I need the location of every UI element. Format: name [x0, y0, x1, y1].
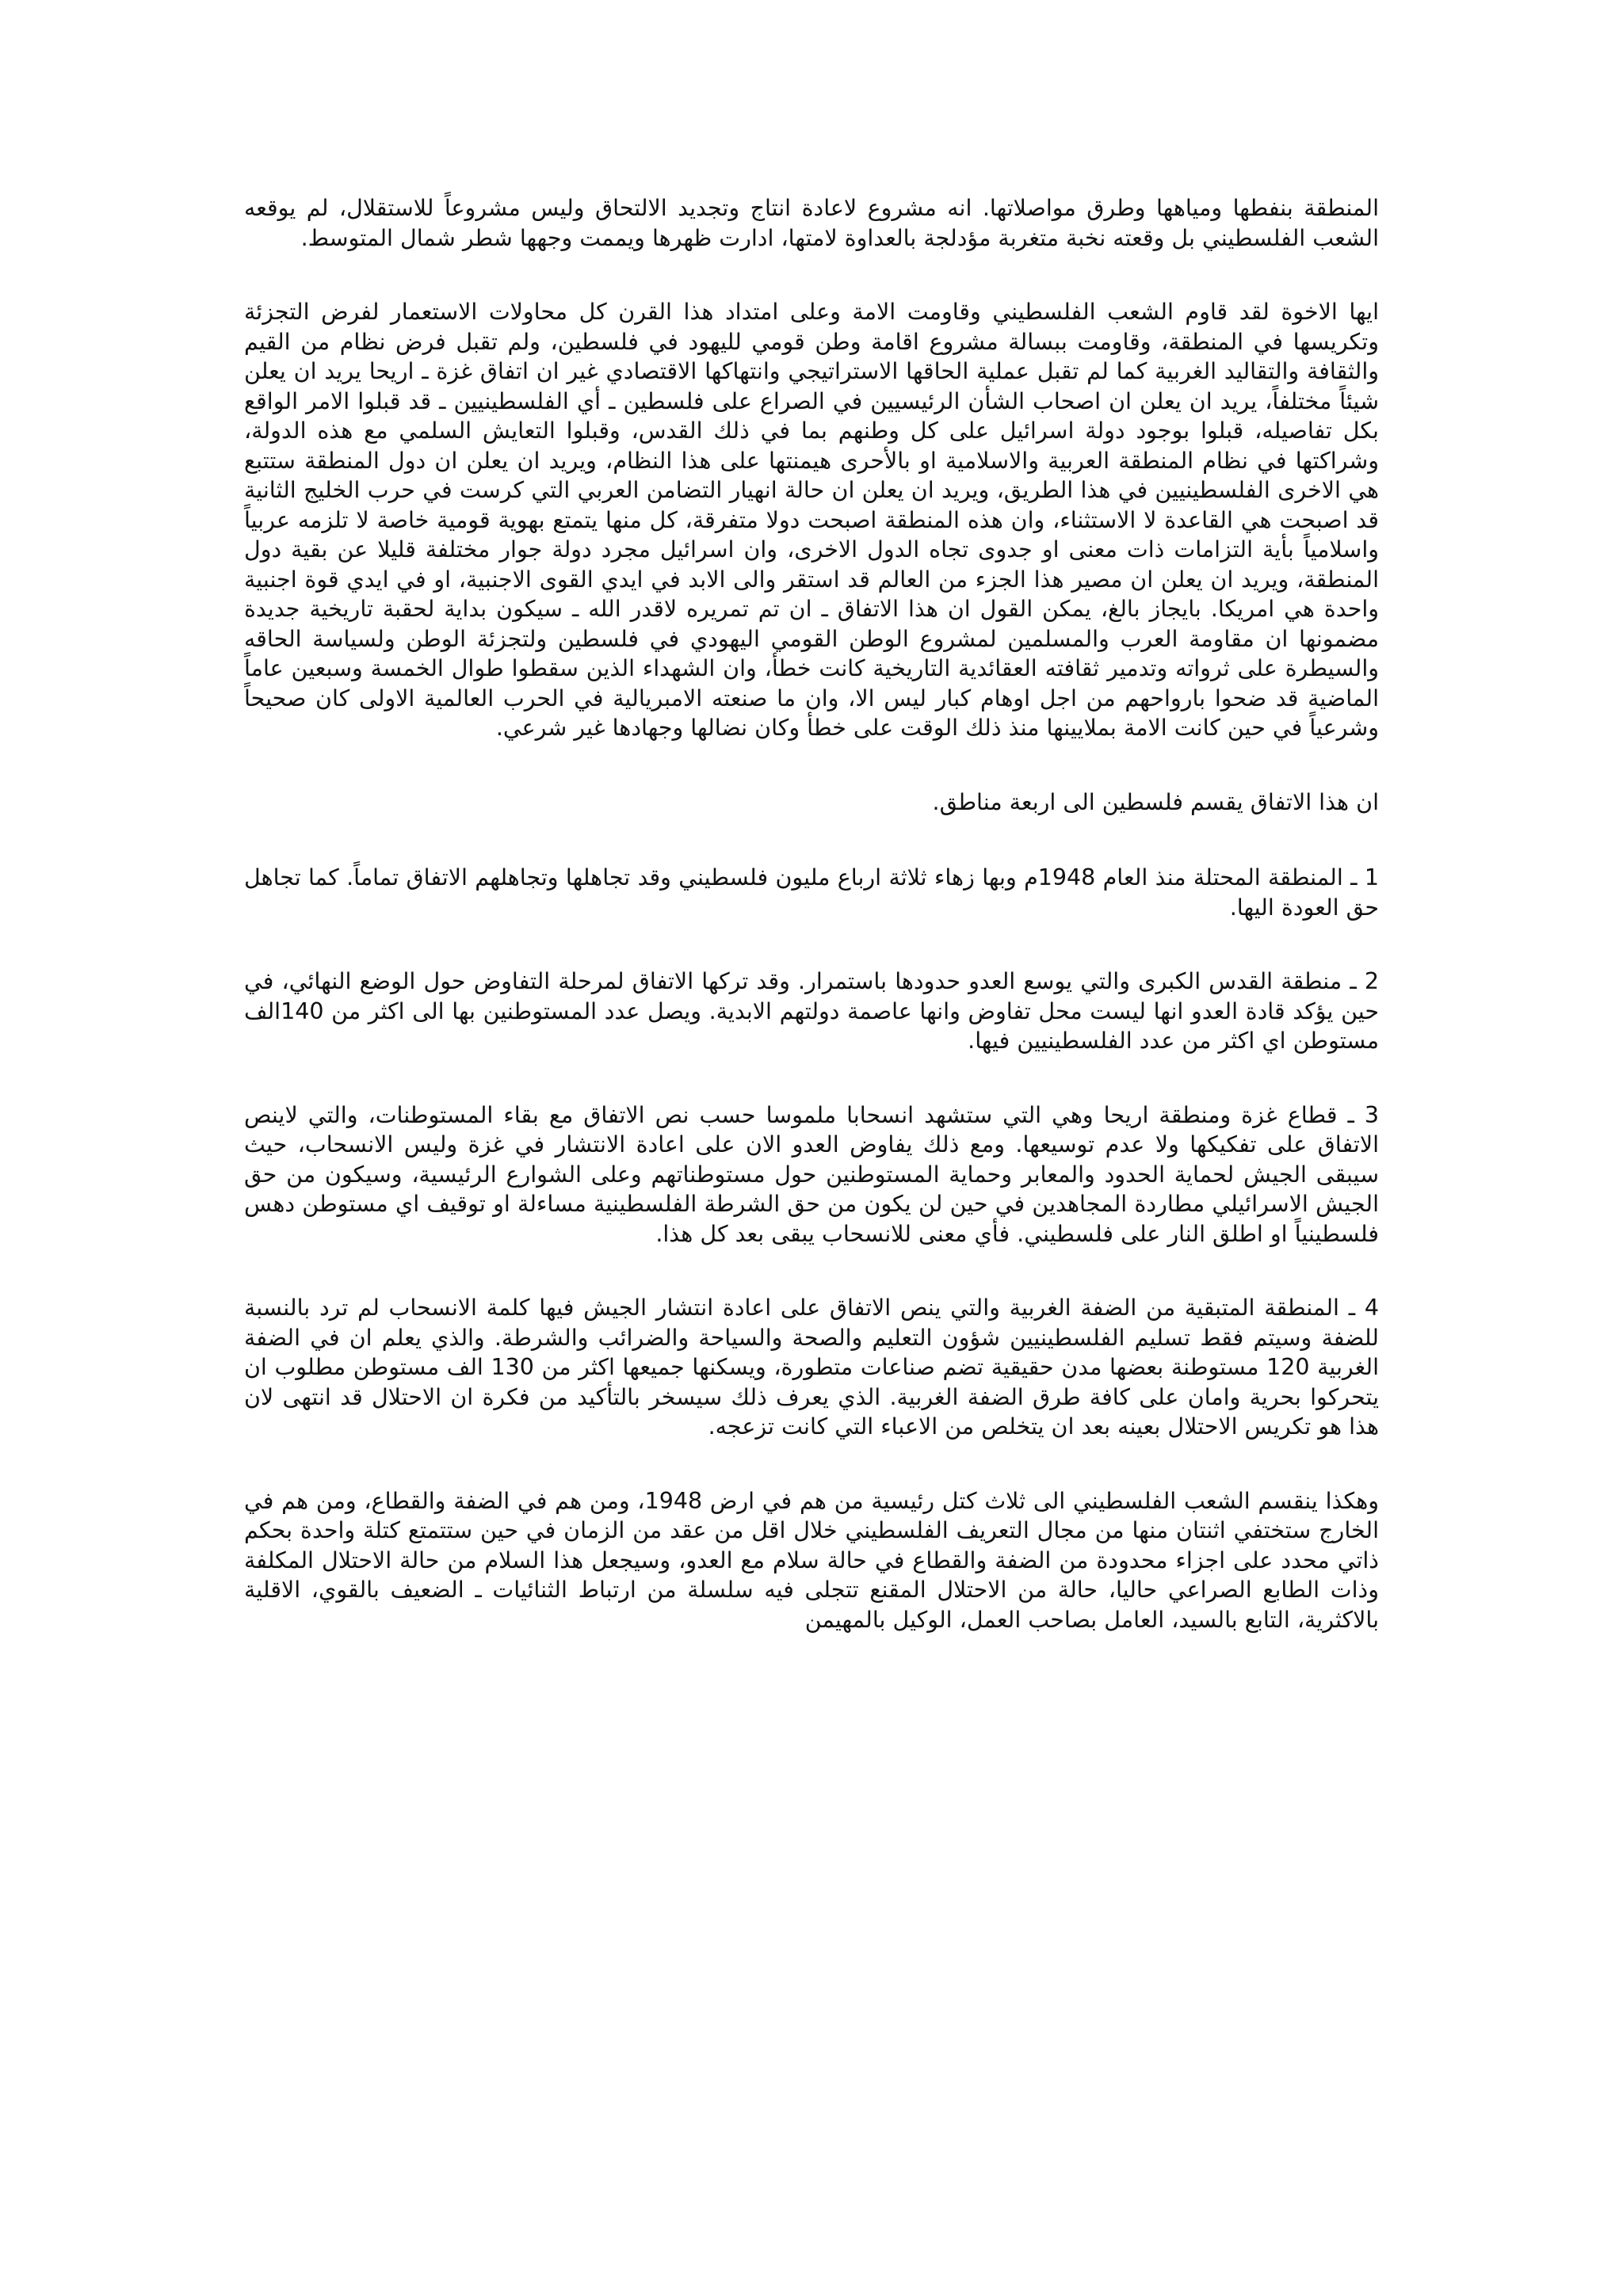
- paragraph-intro: المنطقة بنفطها ومياهها وطرق مواصلاتها. انه مشروع لاعادة انتاج وتجديد الالتحاق وليس مشروعاً للاستقلال، لم يوقعه الشعب الفلسطيني بل وقعته نخبة متغربة مؤدلجة بالعداوة لامتها، ادارت ظهرها ويممت وجهها شطر شمال المتوسط.: [244, 195, 1379, 251]
- document-body: [244, 193, 1379, 1679]
- list-item-region-2: 2 ـ منطقة القدس الكبرى والتي يوسع العدو حدودها باستمرار. وقد تركها الاتفاق لمرحلة التفاوض حول الوضع النهائي، في حين يؤكد قادة العدو انها ليست محل تفاوض وانها عاصمة دولتهم الابدية. ويصل عدد المستوطنين بها الى اكثر من 140الف مستوطن اي اكثر من عدد الفلسطينيين فيها.: [244, 968, 1379, 1054]
- list-item-region-3: 3 ـ قطاع غزة ومنطقة اريحا وهي التي ستشهد انسحابا ملموسا حسب نص الاتفاق مع بقاء المستوطنات، والتي لاينص الاتفاق على تفكيكها ولا عدم توسيعها. ومع ذلك يفاوض العدو الان على اعادة الانتشار في غزة وليس الانسحاب، حيث سيبقى الجيش لحماية الحدود والمعابر وحماية المستوطنين حول مستوطناتهم وعلى الشوارع الرئيسية، وسيكون من حق الجيش الاسرائيلي مطاردة المجاهدين في حين لن يكون من حق الشرطة الفلسطينية مساءلة او توقيف اي مستوطن دهس فلسطينياً او اطلق النار على فلسطيني. فأي معنى للانسحاب يبقى بعد كل هذا.: [244, 1101, 1379, 1247]
- paragraph-conclusion: وهكذا ينقسم الشعب الفلسطيني الى ثلاث كتل رئيسية من هم في ارض 1948، ومن هم في الضفة والقطاع، ومن هم في الخارج ستختفي اثنتان منها من مجال التعريف الفلسطيني خلال اقل من عقد من الزمان في حين ستتمتع كتلة واحدة بحكم ذاتي محدد على اجزاء محدودة من الضفة والقطاع في حالة سلام مع العدو، وسيجعل هذا السلام من حالة الاحتلال المكلفة وذات الطابع الصراعي حاليا، حالة من الاحتلال المقنع تتجلى فيه سلسلة من ارتباط الثنائيات ـ الضعيف بالقوي، الاقلية بالاكثرية، التابع بالسيد، العامل بصاحب العمل، الوكيل بالمهيمن: [244, 1487, 1379, 1633]
- paragraph-main-argument: ايها الاخوة لقد قاوم الشعب الفلسطيني وقاومت الامة وعلى امتداد هذا القرن كل محاولات الاستعمار لفرض التجزئة وتكريسها في المنطقة، وقاومت ببسالة مشروع اقامة وطن قومي لليهود في فلسطين، ولم تقبل فرض نظام من القيم والثقافة والتقاليد الغربية كما لم تقبل عملية الحاقها الاستراتيجي وانتهاكها الاقتصادي غير ان اتفاق غزة ـ اريحا يريد ان يعلن شيئاً مختلفاً، يريد ان يعلن ان اصحاب الشأن الرئيسيين في الصراع على فلسطين ـ أي الفلسطينيين ـ قد قبلوا الامر الواقع بكل تفاصيله، قبلوا بوجود دولة اسرائيل على كل وطنهم بما في ذلك القدس، وقبلوا التعايش السلمي مع هذه الدولة، وشراكتها في نظام المنطقة العربية والاسلامية او بالأحرى هيمنتها على هذا النظام، ويريد ان يعلن ان دول المنطقة ستتبع هي الاخرى الفلسطينيين في هذا الطريق، ويريد ان يعلن ان حالة انهيار التضامن العربي التي كرست في حرب الخليج الثانية قد اصبحت هي القاعدة لا الاستثناء، وان هذه المنطقة اصبحت دولا متفرقة، كل منها يتمتع بهوية قومية خاصة لا تلزمه عربياً واسلامياً بأية التزامات ذات معنى او جدوى تجاه الدول الاخرى، وان اسرائيل مجرد دولة جوار مختلفة قليلا عن بقية دول المنطقة، ويريد ان يعلن ان مصير هذا الجزء من العالم قد استقر والى الابد في ايدي القوى الاجنبية، او في ايدي قوة اجنبية واحدة هي امريكا. بايجاز بالغ، يمكن القول ان هذا الاتفاق ـ ان تم تمريره لاقدر الله ـ سيكون بداية لحقبة تاريخية جديدة مضمونها ان مقاومة العرب والمسلمين لمشروع الوطن القومي اليهودي في فلسطين ولتجزئة الوطن ولسياسة الحاقه والسيطرة على ثرواته وتدمير ثقافته العقائدية التاريخية كانت خطأ، وان الشهداء الذين سقطوا طوال الخمسة وسبعين عاماً الماضية قد ضحوا بارواحهم من اجل اوهام كبار ليس الا، وان ما صنعته الامبريالية في الحرب العالمية الاولى كان صحيحاً وشرعياً في حين كانت الامة بملايينها منذ ذلك الوقت على خطأ وكان نضالها وجهادها غير شرعي.: [244, 299, 1379, 741]
- list-item-region-4: 4 ـ المنطقة المتبقية من الضفة الغربية والتي ينص الاتفاق على اعادة انتشار الجيش فيها كلمة الانسحاب لم ترد بالنسبة للضفة وسيتم فقط تسليم الفلسطينيين شؤون التعليم والصحة والسياحة والضرائب والشرطة. والذي يعلم ان في الضفة الغربية 120 مستوطنة بعضها مدن حقيقية تضم صناعات متطورة، ويسكنها جميعها اكثر من 130 الف مستوطن مطلوب ان يتحركوا بحرية وامان على كافة طرق الضفة الغربية. الذي يعرف ذلك سيسخر بالتأكيد من فكرة ان الاحتلال قد انتهى لان هذا هو تكريس الاحتلال بعينه بعد ان يتخلص من الاعباء التي كانت تزعجه.: [244, 1295, 1379, 1440]
- paragraph-four-regions: ان هذا الاتفاق يقسم فلسطين الى اربعة مناطق.: [932, 788, 1379, 815]
- list-item-region-1: 1 ـ المنطقة المحتلة منذ العام 1948م وبها زهاء ثلاثة ارباع مليون فلسطيني وقد تجاهلها وتجاهلهم الاتفاق تماماً. كما تجاهل حق العودة اليها.: [244, 864, 1379, 921]
